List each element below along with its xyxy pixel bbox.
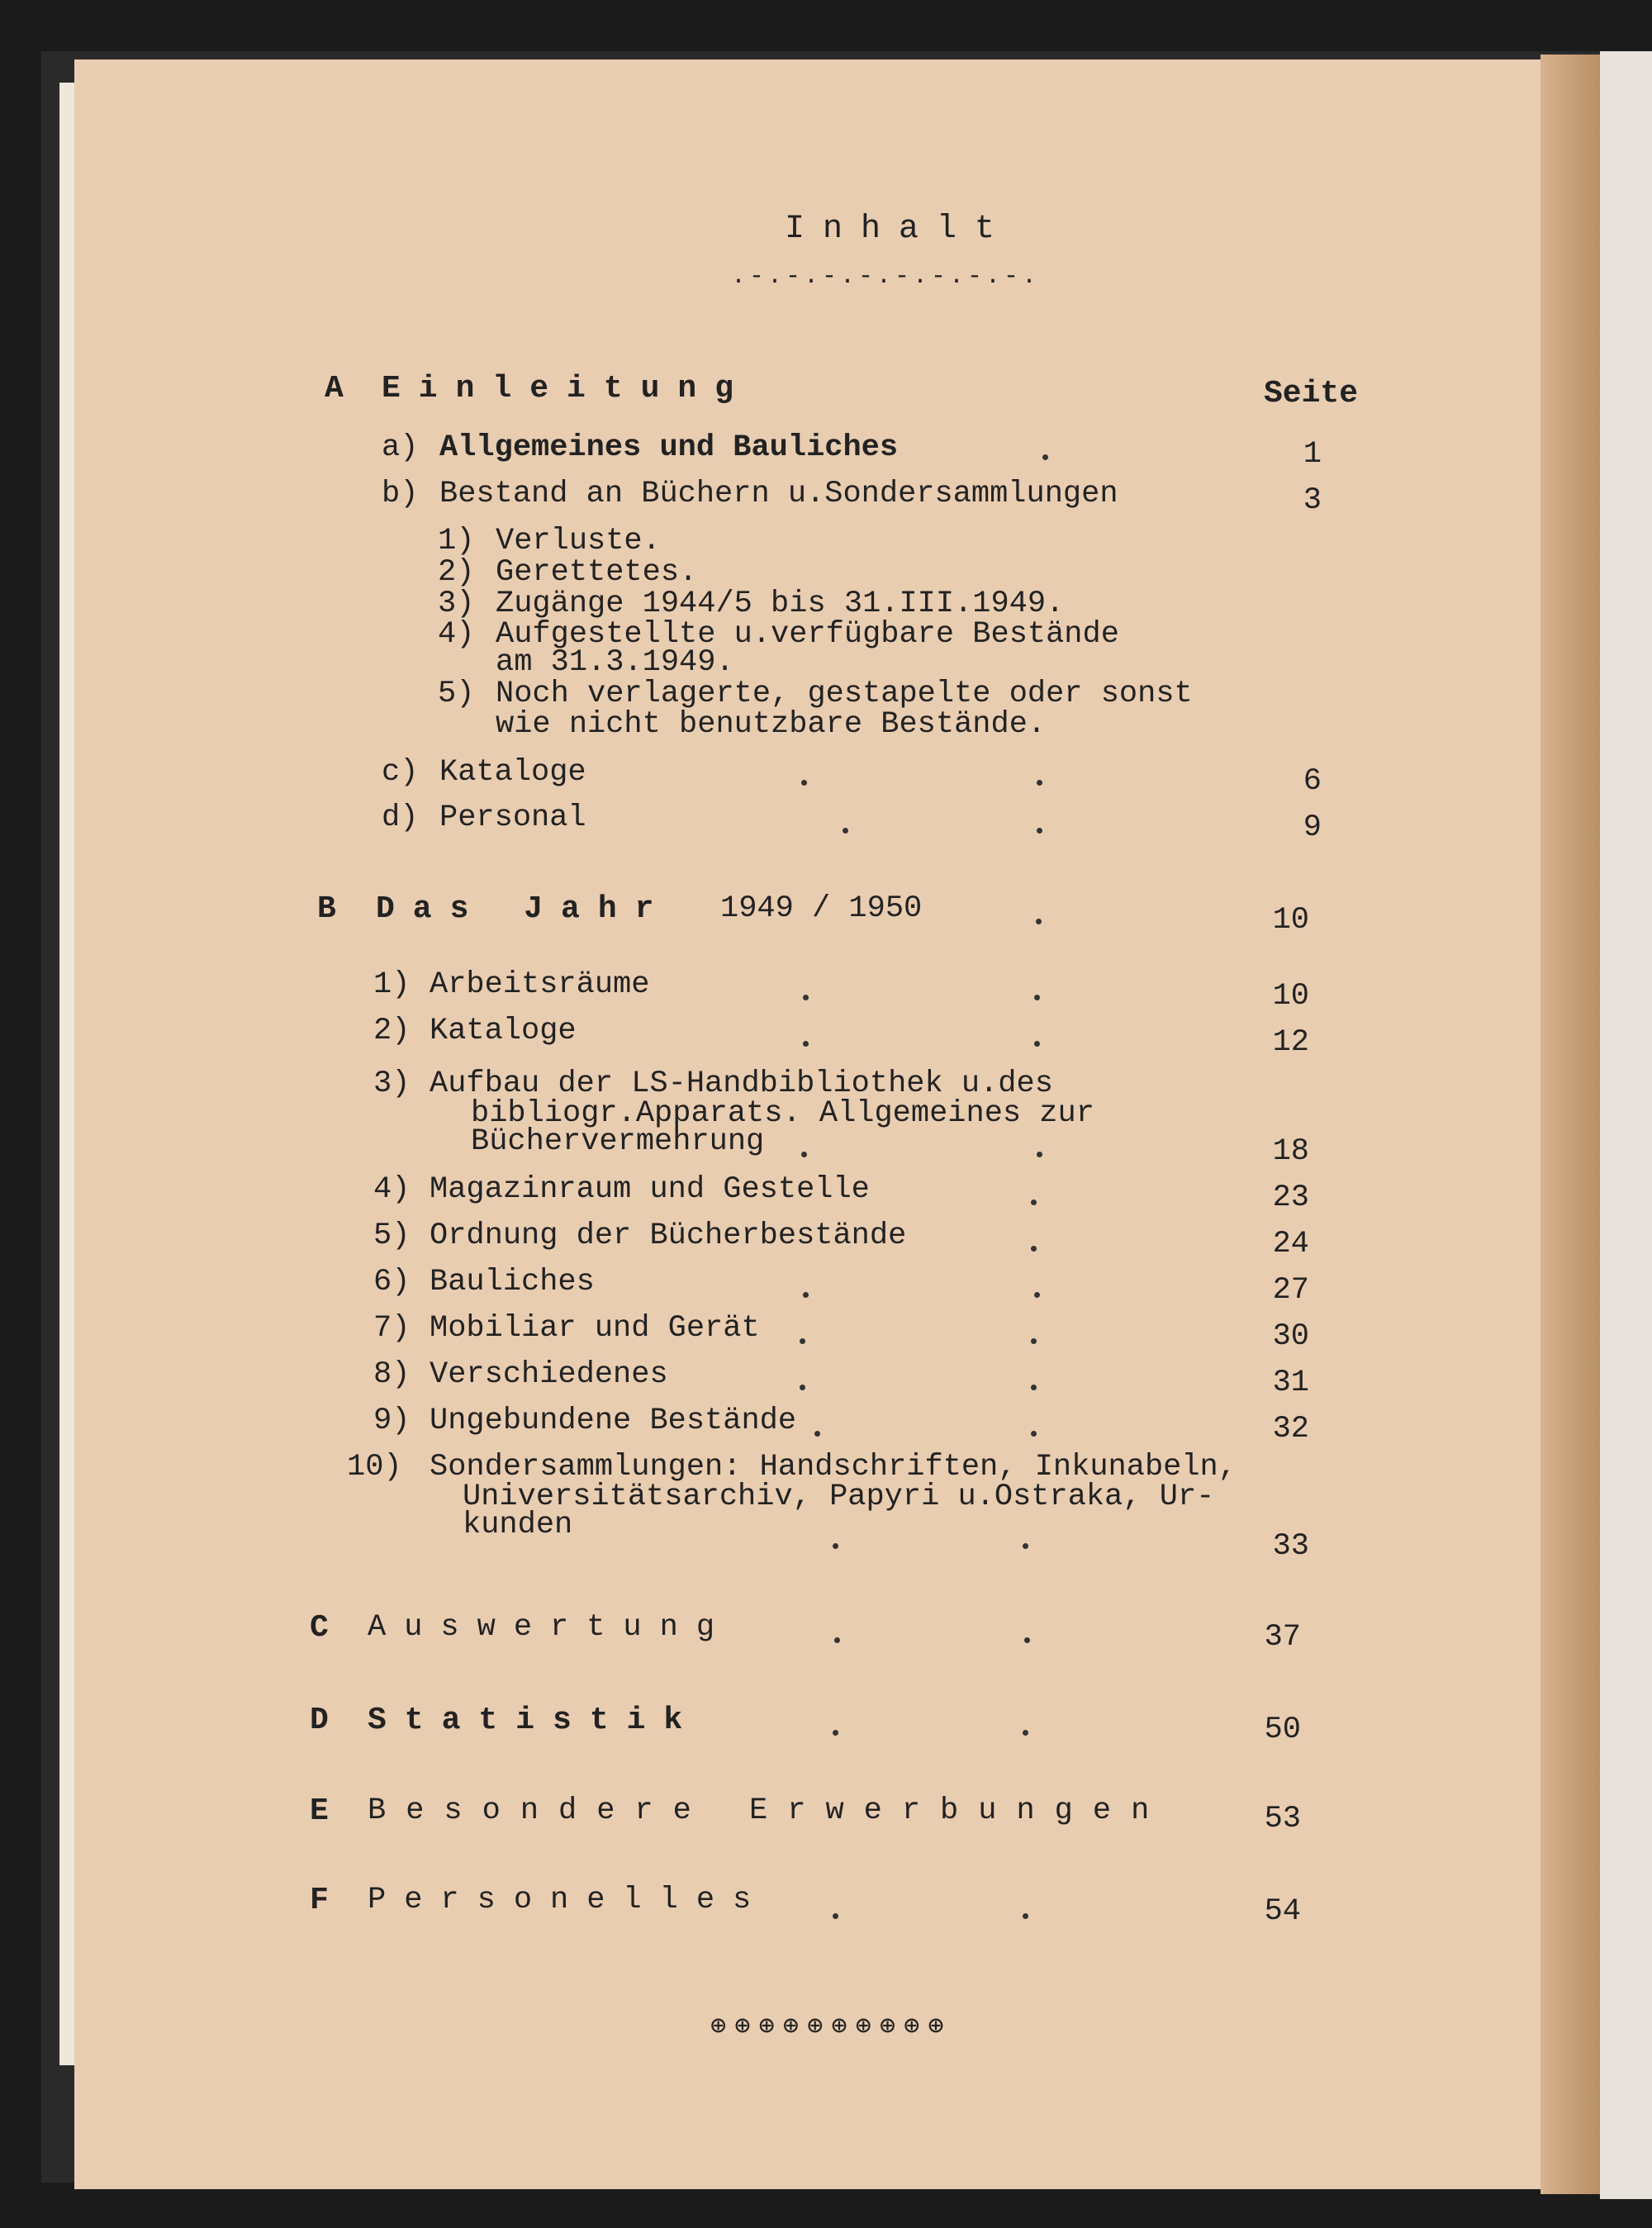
item-b5-text-line2: wie nicht benutzbare Bestände. [496, 707, 1047, 742]
item-b4-label: 4) [438, 617, 475, 652]
item-b-10-text-line2: Universitätsarchiv, Papyri u.Ostraka, Ur- [463, 1480, 1215, 1514]
item-a-text: Allgemeines und Bauliches [439, 430, 899, 465]
item-d-text: Personal [439, 800, 586, 835]
item-b-5-text: Ordnung der Bücherbestände [430, 1219, 907, 1253]
leader-dot [803, 1292, 809, 1298]
section-d-letter: D [310, 1703, 329, 1738]
item-b-2-text: Kataloge [430, 1014, 577, 1048]
section-e-title: Besondere Erwerbungen [368, 1793, 1170, 1828]
item-b-7-label: 7) [373, 1311, 411, 1346]
section-d-page: 50 [1264, 1713, 1301, 1747]
item-b-8-label: 8) [373, 1357, 411, 1392]
item-b-4-page: 23 [1272, 1181, 1309, 1215]
item-b-3-text: Aufbau der LS-Handbibliothek u.des [430, 1066, 1053, 1101]
leader-dot [1031, 1246, 1037, 1252]
section-c-title: Auswertung [368, 1610, 733, 1645]
leader-dot [1023, 1730, 1028, 1736]
item-b-8-page: 31 [1272, 1366, 1309, 1400]
item-b-4-text: Magazinraum und Gestelle [430, 1172, 870, 1207]
leader-dot [1031, 1338, 1037, 1344]
item-b5-label: 5) [438, 677, 475, 711]
item-b-1-page: 10 [1272, 979, 1309, 1014]
item-b-label: b) [382, 477, 419, 511]
item-b-1-text: Arbeitsräume [430, 967, 650, 1002]
leader-dot [1024, 1637, 1030, 1643]
leader-dot [801, 1152, 807, 1157]
item-b-6-page: 27 [1272, 1273, 1309, 1308]
section-b-page: 10 [1272, 903, 1309, 938]
leader-dot [1037, 780, 1042, 786]
section-e-page: 53 [1264, 1802, 1301, 1836]
item-b-9-page: 32 [1272, 1412, 1309, 1447]
item-b-3-text-line3: Büchervermehrung [471, 1124, 765, 1159]
facing-page-edge [1600, 51, 1652, 2199]
section-d-title: Statistik [368, 1703, 701, 1738]
leader-dot [1037, 1152, 1042, 1157]
document-page [74, 59, 1540, 2189]
section-e-letter: E [310, 1793, 329, 1829]
item-c-label: c) [382, 755, 419, 790]
section-b-letter: B [317, 891, 336, 927]
leader-dot [1034, 1041, 1040, 1047]
leader-dot [1036, 919, 1042, 924]
leader-dot [1034, 1292, 1040, 1298]
item-b-3-label: 3) [373, 1066, 411, 1101]
page-title: Inhalt [785, 211, 1014, 248]
binding-strip [59, 83, 76, 2065]
item-b-10-text: Sondersammlungen: Handschriften, Inkunabeln, [430, 1450, 1237, 1485]
item-b-8-text: Verschiedenes [430, 1357, 668, 1392]
item-d-label: d) [382, 800, 419, 835]
item-b1-text: Verluste. [496, 524, 661, 558]
leader-dot [833, 1543, 838, 1549]
item-b-7-page: 30 [1272, 1319, 1309, 1354]
leader-dot [803, 1041, 809, 1047]
item-b-7-text: Mobiliar und Gerät [430, 1311, 760, 1346]
item-b-2-page: 12 [1272, 1025, 1309, 1060]
section-a-title: Einleitung [382, 371, 752, 406]
leader-dot [814, 1431, 820, 1437]
item-b-2-label: 2) [373, 1014, 411, 1048]
section-c-page: 37 [1264, 1620, 1301, 1655]
section-c-letter: C [310, 1610, 329, 1646]
item-b-page: 3 [1303, 483, 1322, 518]
item-b-9-label: 9) [373, 1404, 411, 1438]
item-b-4-label: 4) [373, 1172, 411, 1207]
title-underline: .-.-.-.-.-.-.-.-. [731, 263, 1041, 291]
item-c-text: Kataloge [439, 755, 586, 790]
section-b-title: Das Jahr [376, 891, 672, 927]
item-b5-text: Noch verlagerte, gestapelte oder sonst [496, 677, 1193, 711]
item-b-3-text-line2: bibliogr.Apparats. Allgemeines zur [471, 1096, 1094, 1131]
item-b-9-text: Ungebundene Bestände [430, 1404, 797, 1438]
leader-dot [1034, 995, 1040, 1000]
leader-dot [803, 995, 809, 1000]
section-b-year: 1949 / 1950 [720, 891, 923, 926]
leader-dot [833, 1913, 838, 1919]
leader-dot [1031, 1431, 1037, 1437]
section-a-letter: A [325, 371, 344, 406]
item-b-3-page: 18 [1272, 1134, 1309, 1169]
section-f-letter: F [310, 1883, 329, 1918]
page-edge [1540, 55, 1600, 2194]
item-b2-text: Gerettetes. [496, 555, 698, 590]
item-a-page: 1 [1303, 437, 1322, 472]
leader-dot [800, 1385, 805, 1390]
item-b-text: Bestand an Büchern u.Sondersammlungen [439, 477, 1118, 511]
item-b4-text-line2: am 31.3.1949. [496, 645, 734, 680]
leader-dot [1031, 1385, 1037, 1390]
item-b-6-label: 6) [373, 1265, 411, 1299]
leader-dot [801, 780, 807, 786]
item-b-6-text: Bauliches [430, 1265, 595, 1299]
item-b-10-text-line3: kunden [463, 1508, 573, 1542]
leader-dot [843, 828, 848, 834]
item-a-label: a) [382, 430, 419, 465]
item-b-1-label: 1) [373, 967, 411, 1002]
leader-dot [834, 1637, 840, 1643]
leader-dot [1037, 828, 1042, 834]
leader-dot [1023, 1913, 1028, 1919]
item-d-page: 9 [1303, 810, 1322, 845]
item-b3-label: 3) [438, 587, 475, 621]
leader-dot [1031, 1200, 1037, 1205]
item-b-5-label: 5) [373, 1219, 411, 1253]
section-f-title: Personelles [368, 1883, 770, 1917]
item-b4-text: Aufgestellte u.verfügbare Bestände [496, 617, 1119, 652]
leader-dot [800, 1338, 805, 1344]
item-b1-label: 1) [438, 524, 475, 558]
leader-dot [1042, 454, 1048, 460]
item-c-page: 6 [1303, 764, 1322, 799]
end-ornament: ⊕⊕⊕⊕⊕⊕⊕⊕⊕⊕ [710, 2012, 952, 2042]
item-b-10-label: 10) [347, 1450, 402, 1485]
page-column-label: Seite [1264, 376, 1359, 411]
section-f-page: 54 [1264, 1894, 1301, 1929]
item-b2-label: 2) [438, 555, 475, 590]
item-b-5-page: 24 [1272, 1227, 1309, 1261]
item-b-10-page: 33 [1272, 1529, 1309, 1564]
item-b3-text: Zugänge 1944/5 bis 31.III.1949. [496, 587, 1065, 621]
leader-dot [833, 1730, 838, 1736]
leader-dot [1023, 1543, 1028, 1549]
